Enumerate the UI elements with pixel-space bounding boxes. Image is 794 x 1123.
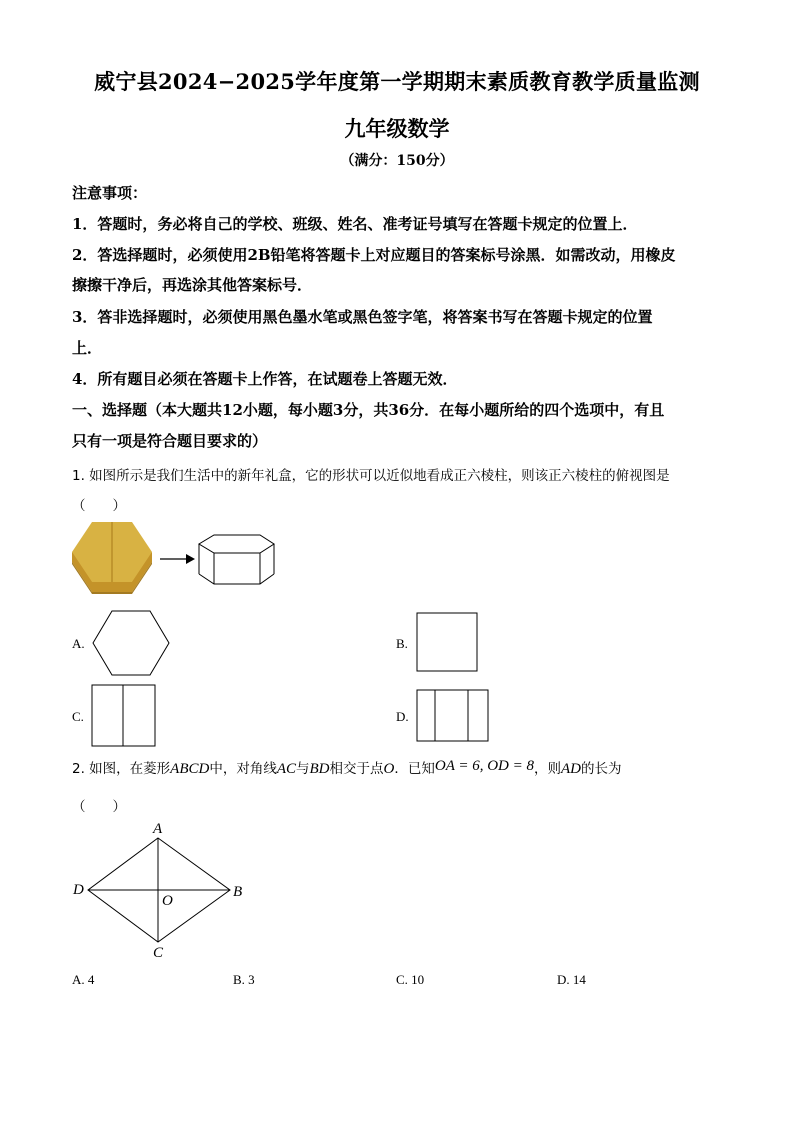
q2-text-f: ，则 bbox=[534, 761, 561, 777]
q2-abcd: ABCD bbox=[170, 761, 210, 777]
q2-bd: BD bbox=[309, 761, 330, 777]
q2-option-c[interactable]: C. 10 bbox=[396, 972, 425, 987]
q2-o: O bbox=[383, 761, 395, 777]
note-item-2-line1: 2．答选择题时，必须使用2B铅笔将答题卡上对应题目的答案标号涂黑．如需改动，用橡皮 bbox=[72, 246, 676, 264]
vertex-label-c: C bbox=[153, 945, 164, 961]
note-item-2-line2: 擦擦干净后，再选涂其他答案标号． bbox=[72, 276, 313, 294]
q2-option-a[interactable]: A. 4 bbox=[72, 972, 95, 987]
hexagonal-prism-figure bbox=[198, 534, 278, 586]
note-item-3-line2: 上． bbox=[72, 339, 103, 357]
exam-title: 威宁县2024−2025学年度第一学期期末素质教育教学质量监测 bbox=[94, 69, 700, 94]
q2-text-g: 的长为 bbox=[581, 761, 622, 777]
q1-option-b-label[interactable]: B. bbox=[396, 636, 408, 651]
section1-heading-line1: 一、选择题（本大题共12小题，每小题3分，共36分．在每小题所给的四个选项中，有且 bbox=[72, 401, 665, 419]
q1-option-a-label[interactable]: A. bbox=[72, 636, 85, 651]
note-item-1: 1．答题时，务必将自己的学校、班级、姓名、准考证号填写在答题卡规定的位置上． bbox=[72, 215, 638, 233]
vertex-label-d: D bbox=[73, 882, 84, 898]
question-1-text: 1. 如图所示是我们生活中的新年礼盒，它的形状可以近似地看成正六棱柱，则该正六棱柱的俯视图是 bbox=[72, 468, 670, 484]
q1-option-d-label[interactable]: D. bbox=[396, 709, 409, 724]
question-1-answer-paren: （ ） bbox=[72, 498, 126, 514]
q1-option-b-square bbox=[416, 612, 480, 674]
q2-option-d[interactable]: D. 14 bbox=[557, 972, 586, 987]
q2-text-a: 2. 如图，在菱形 bbox=[72, 761, 171, 777]
q2-ad: AD bbox=[561, 761, 581, 777]
exam-subtitle: 九年级数学 bbox=[344, 116, 450, 141]
note-item-4: 4．所有题目必须在答题卡上作答，在试题卷上答题无效． bbox=[72, 370, 458, 388]
q1-option-d-rect bbox=[416, 689, 490, 743]
note-item-3-line1: 3．答非选择题时，必须使用黑色墨水笔或黑色签字笔，将答案书写在答题卡规定的位置 bbox=[72, 308, 653, 326]
vertex-label-a: A bbox=[153, 821, 163, 837]
notes-heading: 注意事项： bbox=[72, 184, 148, 202]
q1-option-c-label[interactable]: C. bbox=[72, 709, 84, 724]
q2-option-b[interactable]: B. 3 bbox=[233, 972, 255, 987]
center-label-o: O bbox=[162, 893, 173, 909]
full-score: （满分：150分） bbox=[340, 153, 454, 169]
q1-option-c-rect bbox=[91, 684, 157, 748]
arrow-right-icon bbox=[160, 553, 196, 565]
vertex-label-b: B bbox=[233, 884, 243, 900]
q2-text-d: 相交于点 bbox=[329, 761, 384, 777]
section1-heading-line2: 只有一项是符合题目要求的） bbox=[72, 432, 268, 450]
q2-text-e: ．已知 bbox=[394, 761, 435, 777]
rhombus-figure bbox=[70, 820, 250, 960]
gift-box-image bbox=[70, 522, 160, 594]
q2-text-c: 与 bbox=[296, 761, 310, 777]
q1-option-a-hexagon bbox=[92, 610, 172, 676]
q2-condition: OA = 6, OD = 8 bbox=[434, 758, 534, 774]
q2-ac: AC bbox=[276, 761, 297, 777]
question-2-text bbox=[72, 757, 622, 778]
q2-text-b: 中，对角线 bbox=[209, 761, 277, 777]
question-2-answer-paren: （ ） bbox=[72, 799, 126, 815]
